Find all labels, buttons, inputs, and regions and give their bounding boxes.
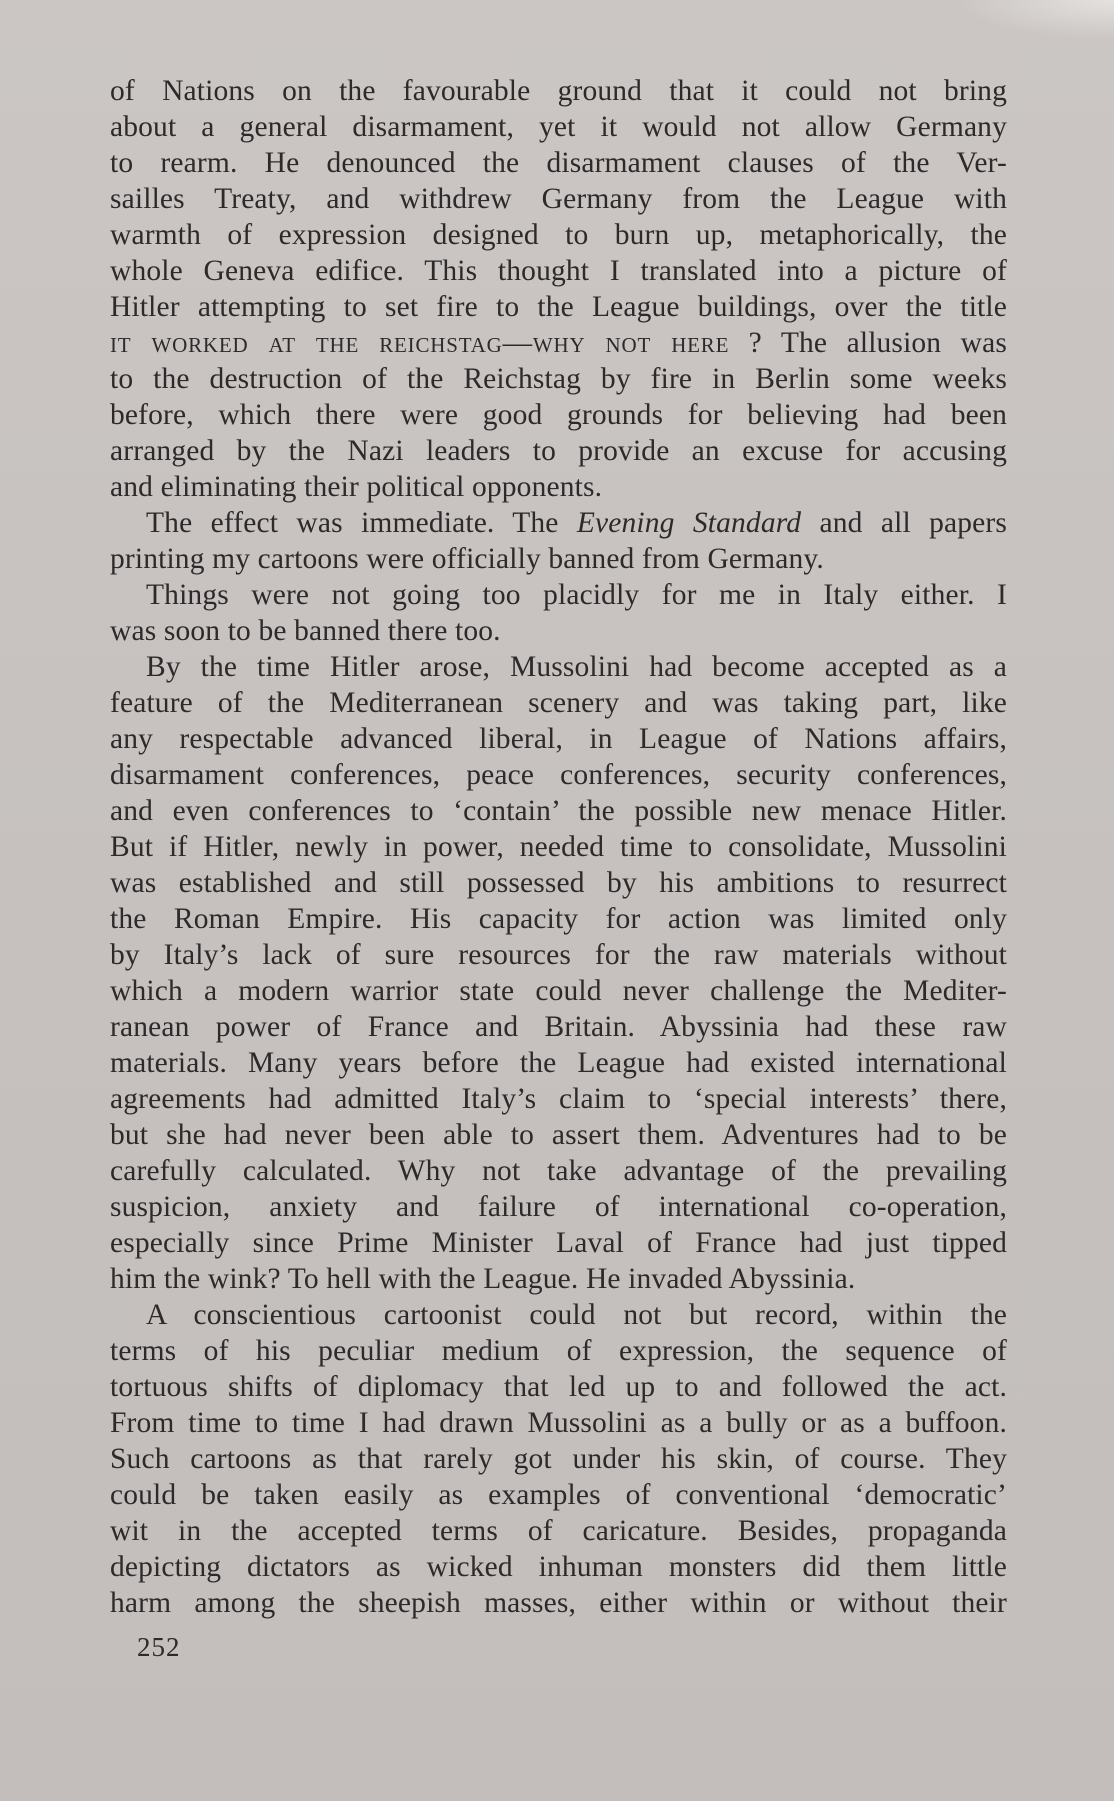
text-line [110,1513,1007,1549]
text-run: ? The allusion was [729,327,1007,359]
text-run: Things were not going too placidly for me in Italy either. I [146,579,1007,611]
text-run: The effect was immediate. The [146,507,577,539]
text-run: By the time Hitler arose, Mussolini had become accepted as a [146,651,1007,683]
text-run: terms of his peculiar medium of expression, the sequence of [110,1335,1007,1367]
cartoon-title: it worked at the reichstag—why not here [110,327,730,359]
text-run: agreements had admitted Italy’s claim to ‘special interests’ there, [110,1083,1007,1115]
text-run: could be taken easily as examples of conventional ‘democratic’ [110,1479,1007,1511]
text-run: arranged by the Nazi leaders to provide an excuse for accusing [110,435,1007,467]
text-line [110,541,1007,577]
text-line [110,73,1007,109]
text-run: the Roman Empire. His capacity for action was limited only [110,903,1007,935]
text-line [110,1081,1007,1117]
text-run: to rearm. He denounced the disarmament clauses of the Ver- [110,147,1007,179]
text-run: was soon to be banned there too. [110,615,501,647]
text-line [110,793,1007,829]
text-run: whole Geneva edifice. This thought I translated into a picture of [110,255,1007,287]
text-line [110,1585,1007,1621]
text-run: and all papers [801,507,1007,539]
body-text [110,73,1007,1621]
text-run: warmth of expression designed to burn up, metaphorically, the [110,219,1007,251]
text-run: depicting dictators as wicked inhuman monsters did them little [110,1551,1007,1583]
text-line [110,937,1007,973]
text-line [110,865,1007,901]
text-line [110,289,1007,325]
text-run: But if Hitler, newly in power, needed time to consolidate, Mussolini [110,831,1007,863]
text-run: him the wink? To hell with the League. He invaded Abyssinia. [110,1263,856,1295]
text-line [110,757,1007,793]
text-line [110,109,1007,145]
text-run: and eliminating their political opponents. [110,471,603,503]
text-run: especially since Prime Minister Laval of France had just tipped [110,1227,1007,1259]
text-line [110,649,1007,685]
text-line [110,829,1007,865]
text-line [110,1369,1007,1405]
text-run: ranean power of France and Britain. Abyssinia had these raw [110,1011,1007,1043]
text-run: of Nations on the favourable ground that it could not bring [110,75,1007,107]
text-line [110,505,1007,541]
text-line [110,721,1007,757]
text-run: but she had never been able to assert them. Adventures had to be [110,1119,1007,1151]
page-number: 252 [137,1632,181,1662]
text-run: A conscientious cartoonist could not but record, within the [146,1299,1007,1331]
text-line [110,1045,1007,1081]
text-line [110,1261,1007,1297]
text-run: disarmament conferences, peace conferences, security conferences, [110,759,1007,791]
text-run: before, which there were good grounds for believing had been [110,399,1007,431]
text-line [110,1225,1007,1261]
text-line [110,325,1007,361]
text-line [110,253,1007,289]
text-line [110,1405,1007,1441]
text-line [110,1189,1007,1225]
text-run: was established and still possessed by his ambitions to resurrect [110,867,1007,899]
text-run: by Italy’s lack of sure resources for the raw materials without [110,939,1007,971]
text-run: harm among the sheepish masses, either within or without their [110,1587,1007,1619]
text-run: Hitler attempting to set fire to the League buildings, over the title [110,291,1007,323]
text-run: about a general disarmament, yet it would not allow Germany [110,111,1007,143]
text-run: and even conferences to ‘contain’ the possible new menace Hitler. [110,795,1007,827]
text-run: any respectable advanced liberal, in League of Nations affairs, [110,723,1007,755]
text-run: sailles Treaty, and withdrew Germany from the League with [110,183,1007,215]
text-run: Such cartoons as that rarely got under his skin, of course. They [110,1443,1007,1475]
text-run: to the destruction of the Reichstag by fire in Berlin some weeks [110,363,1007,395]
text-run: which a modern warrior state could never challenge the Mediter- [110,975,1007,1007]
body-paragraphs [110,73,1007,1621]
text-line [110,613,1007,649]
text-line [110,397,1007,433]
text-run: From time to time I had drawn Mussolini as a bully or as a buffoon. [110,1407,1007,1439]
text-line [110,685,1007,721]
text-run: materials. Many years before the League had existed international [110,1047,1007,1079]
text-line [110,577,1007,613]
text-line [110,1441,1007,1477]
text-line [110,1117,1007,1153]
text-run: carefully calculated. Why not take advantage of the prevailing [110,1155,1007,1187]
text-line [110,1477,1007,1513]
text-line [110,145,1007,181]
text-line [110,1333,1007,1369]
text-line [110,469,1007,505]
text-run: feature of the Mediterranean scenery and was taking part, like [110,687,1007,719]
text-line [110,901,1007,937]
text-line [110,181,1007,217]
newspaper-title: Evening Standard [576,507,802,539]
text-run: wit in the accepted terms of caricature. Besides, propaganda [110,1515,1007,1547]
text-line [110,361,1007,397]
page-corner-shading [954,0,1114,40]
text-line [110,1009,1007,1045]
text-line [110,217,1007,253]
text-run: tortuous shifts of diplomacy that led up to and followed the act. [110,1371,1007,1403]
text-line [110,973,1007,1009]
text-run: printing my cartoons were officially banned from Germany. [110,543,824,575]
text-line [110,433,1007,469]
text-run: suspicion, anxiety and failure of international co-operation, [110,1191,1007,1223]
text-line [110,1297,1007,1333]
text-line [110,1153,1007,1189]
text-line [110,1549,1007,1585]
